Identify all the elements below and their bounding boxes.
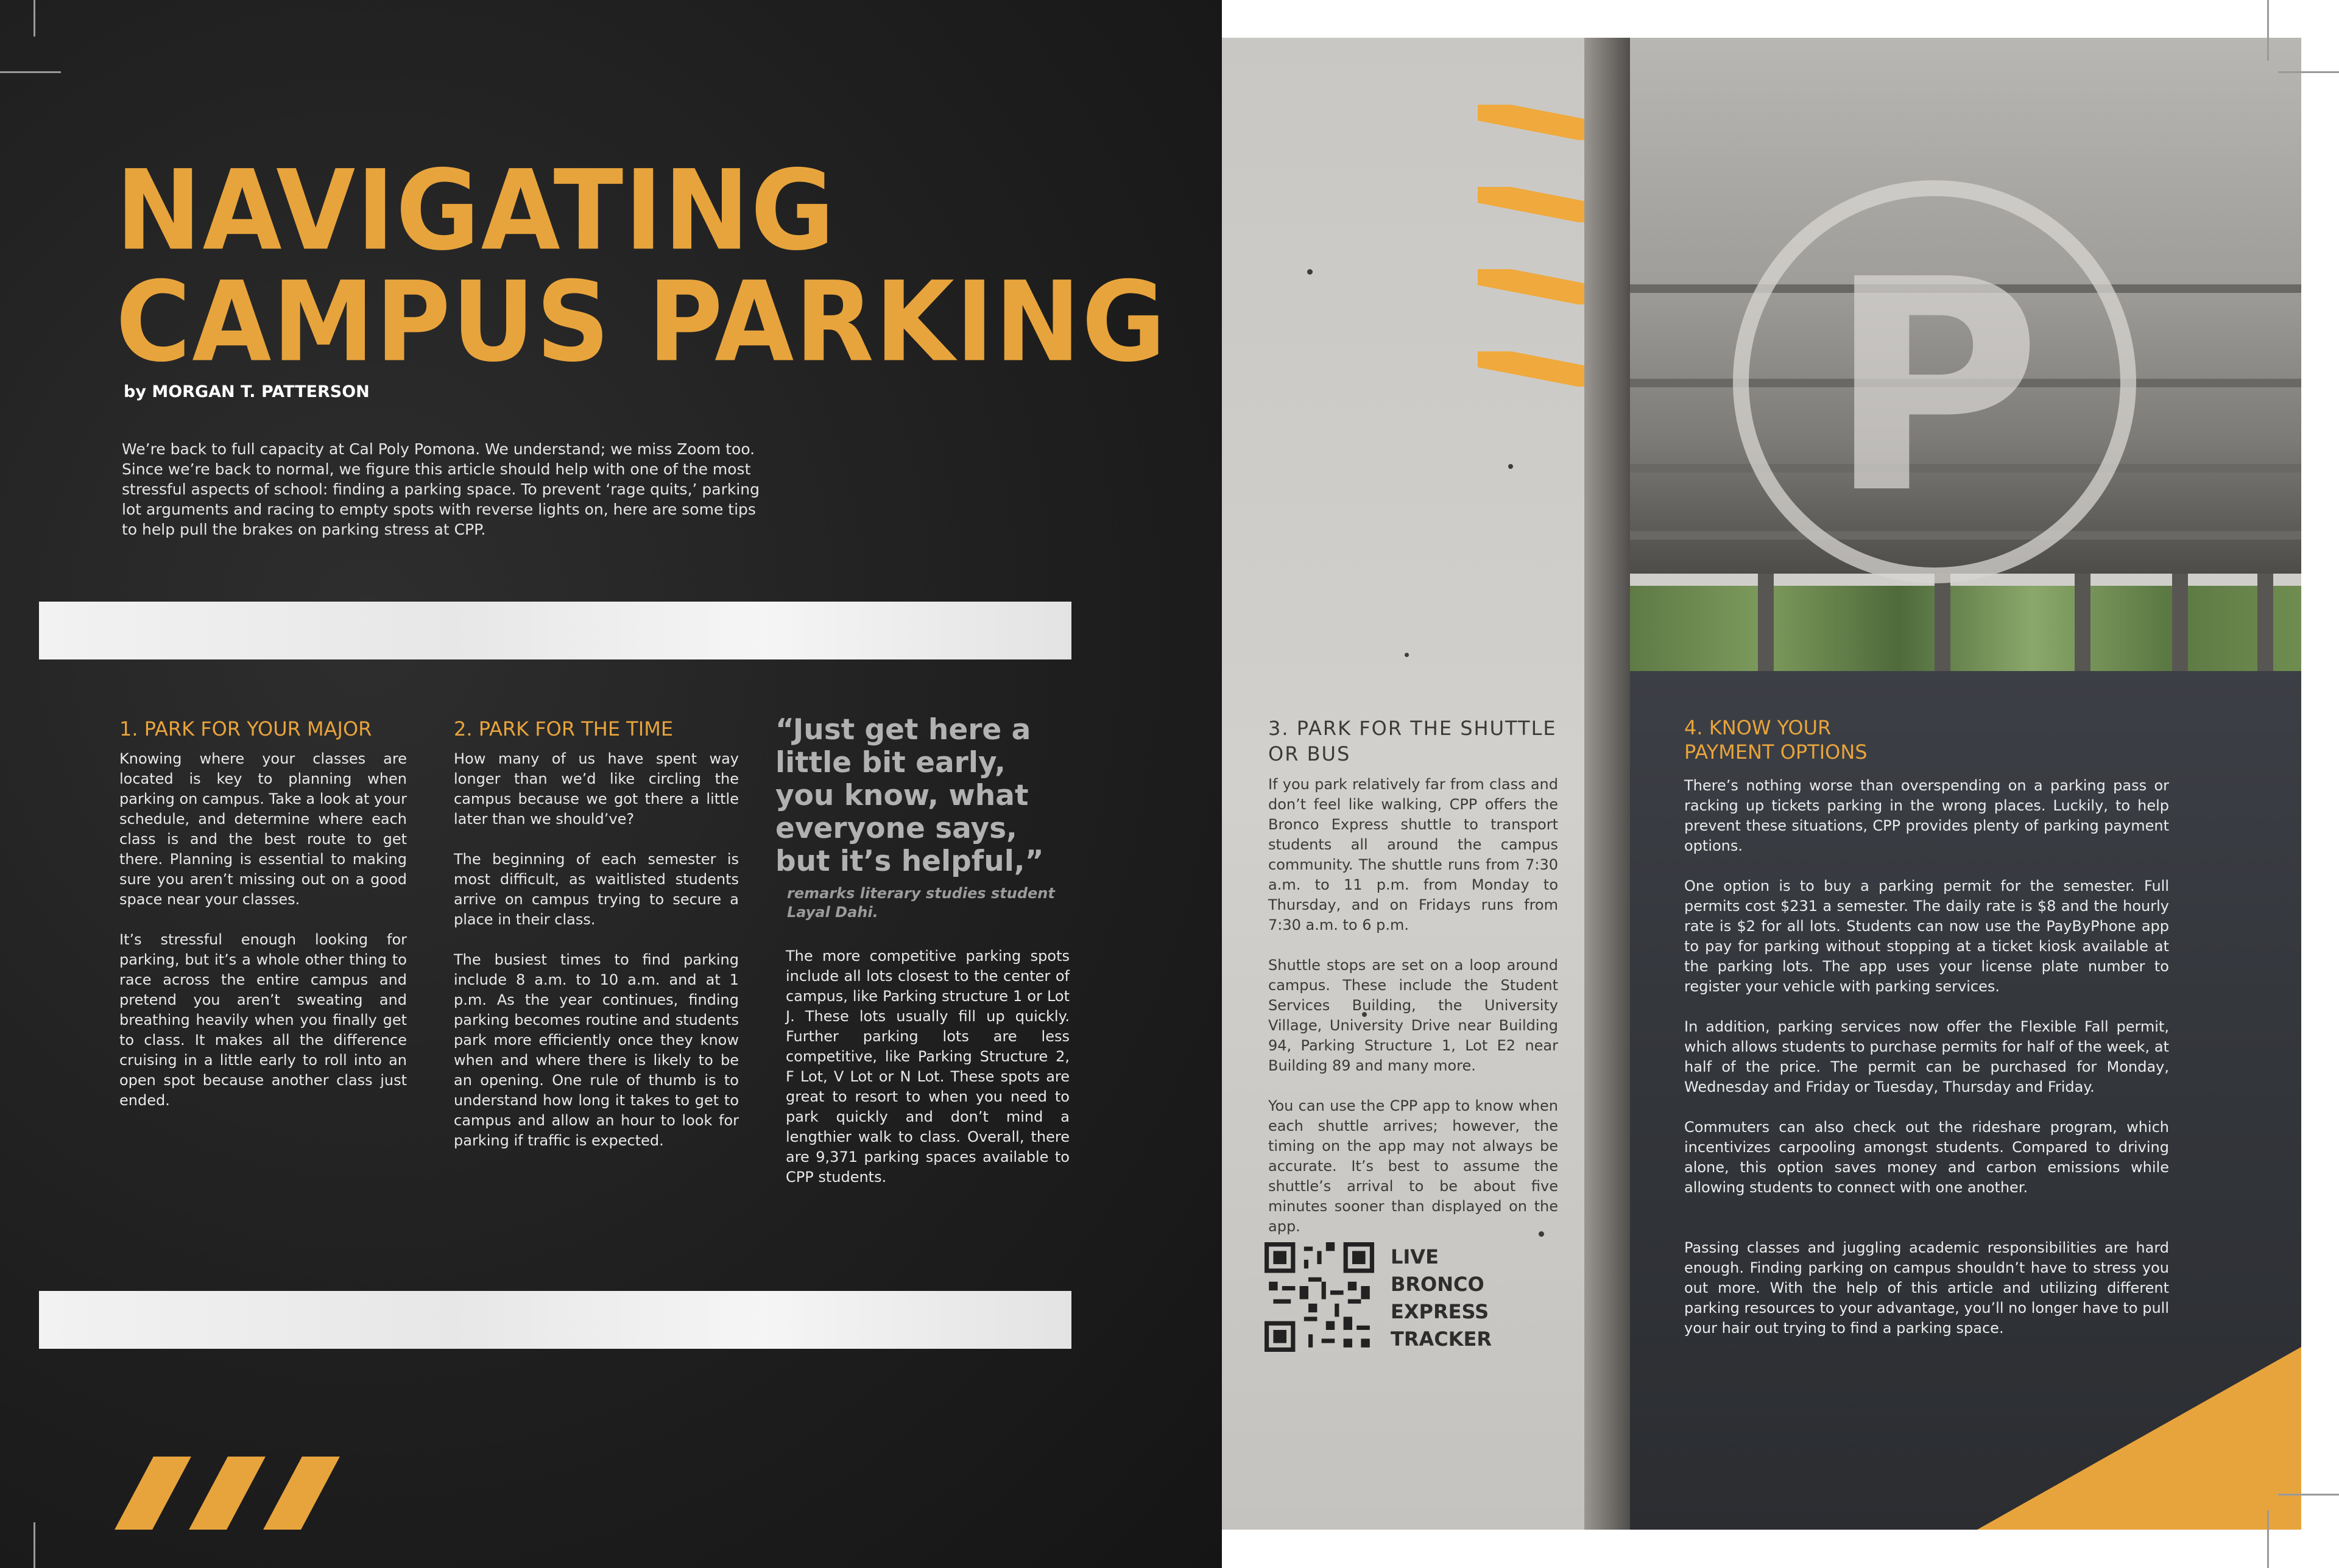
- section-1-heading: 1. PARK FOR YOUR MAJOR: [119, 717, 372, 740]
- concrete-spot: [1307, 269, 1313, 275]
- trees-background: [1630, 586, 2301, 671]
- crop-mark: [34, 0, 35, 37]
- crop-mark: [34, 1522, 35, 1568]
- pull-quote-attribution: remarks literary studies student Layal Dahi.: [787, 885, 1055, 921]
- garage-column: [1758, 574, 1774, 683]
- section-2b-p1: The more competitive parking spots include all lots closest to the center of campus, like Parking structure 1 or Lot J. These lots usually fill up quickly. Further parking lots are less competitive, like Parking Structure 2, F Lot, V Lot or N Lot. These spots are great to resort to when you need to park quickly and don’t mind a lengthier walk to class. Overall, there are 9,371 parking spaces available to CPP students.: [786, 947, 1070, 1186]
- garage-column: [2172, 574, 2188, 683]
- garage-column: [2257, 574, 2273, 683]
- qr-code-icon[interactable]: [1265, 1242, 1374, 1352]
- section-4-heading: [1684, 715, 1868, 764]
- crop-mark: [2267, 1510, 2269, 1568]
- title-line-1: NAVIGATING: [116, 146, 836, 275]
- hazard-chevron-1: [115, 1457, 191, 1530]
- tracker-line-1: LIVE: [1391, 1245, 1439, 1268]
- road-stripe-top: [39, 602, 1071, 659]
- section-2b-body: [786, 946, 1070, 1208]
- concrete-pillar: [1584, 38, 1630, 1530]
- section-1-p1: Knowing where your classes are located is key to planning when parking on campus. Take a look at your schedule, and determine where each class is and the best route to get there. Planning is essential to making sure you aren’t missing out on a good space near your classes.: [119, 750, 407, 908]
- parking-sign-letter: P: [1827, 217, 2042, 558]
- section-1-body: [119, 749, 407, 1131]
- tracker-line-2: BRONCO: [1391, 1273, 1484, 1296]
- section-4-p4: Commuters can also check out the rideshare program, which incentivizes carpooling amongst students. Compared to driving alone, this option saves money and carbon emissions while allowing students to connect with one another.: [1684, 1119, 2169, 1196]
- road-stripe-bottom: [39, 1291, 1071, 1349]
- section-2-p1: How many of us have spent way longer than we’d like circling the campus because we got there a little later than we should’ve?: [454, 750, 739, 828]
- crop-mark: [2278, 71, 2339, 73]
- section-2-body: [454, 749, 739, 1171]
- byline: by MORGAN T. PATTERSON: [124, 382, 370, 401]
- parking-sign-icon: [1727, 175, 2142, 589]
- section-3-p2: Shuttle stops are set on a loop around campus. These include the Student Services Building, the University Village, University Drive near Building 94, Parking Structure 1, Lot E2 near Building 89 and many more.: [1268, 957, 1558, 1074]
- crop-mark: [0, 71, 61, 73]
- section-3-p1: If you park relatively far from class and don’t feel like walking, CPP offers the Bronco Express shuttle to transport students all around the campus community. The shuttle runs from 7:30 a.m. to 11 p.m. from Monday to Thursday, and on Fridays runs from 7:30 a.m. to 6 p.m.: [1268, 776, 1558, 933]
- section-4-p2: One option is to buy a parking permit for the semester. Full permits cost $231 a semester. The daily rate is $8 and the hourly rate is $2 for all lots. Students can now use the PayByPhone app to pay for parking without stopping at a ticket kiosk available at the parking lots. The app uses your license plate number to register your vehicle with parking services.: [1684, 877, 2169, 995]
- section-4-body: [1684, 776, 2169, 1359]
- section-3-body: [1268, 775, 1558, 1257]
- section-2-heading: 2. PARK FOR THE TIME: [454, 717, 674, 740]
- right-page: [1222, 38, 2301, 1530]
- title-line-2: CAMPUS PARKING: [116, 257, 1167, 387]
- crop-mark: [2267, 0, 2269, 61]
- section-3-heading: 3. PARK FOR THE SHUTTLE OR BUS: [1268, 717, 1557, 765]
- tracker-line-4: TRACKER: [1391, 1327, 1492, 1351]
- section-2-p2: The beginning of each semester is most difficult, as waitlisted students arrive on campus trying to secure a place in their class.: [454, 851, 739, 928]
- section-4-p1: There’s nothing worse than overspending on a parking pass or racking up tickets parking in the wrong places. Luckily, to help prevent these situations, CPP provides plenty of parking payment options.: [1684, 777, 2169, 854]
- garage-column: [2075, 574, 2090, 683]
- hazard-chevron-3: [263, 1457, 340, 1530]
- tracker-line-3: EXPRESS: [1391, 1300, 1489, 1323]
- section-1-p2: It’s stressful enough looking for parking, but it’s a whole other thing to race across the entire campus and pretend you aren’t sweating and breathing heavily when you finally get to class. It makes all the difference cruising in a little early to roll into an open spot because another class just ended.: [119, 931, 407, 1109]
- garage-column: [1935, 574, 1950, 683]
- section-4-heading-line-1: 4. KNOW YOUR: [1684, 716, 1832, 739]
- concrete-spot: [1405, 653, 1409, 657]
- shuttle-tracker-label: [1391, 1243, 1492, 1353]
- hazard-chevron-2: [189, 1457, 266, 1530]
- section-4-heading-line-2: PAYMENT OPTIONS: [1684, 740, 1868, 764]
- section-4-p3: In addition, parking services now offer the Flexible Fall permit, which allows students to purchase permits for half of the week, at half of the price. The permit can be purchased for Monday, Wednesday and Friday or Tuesday, Thursday and Friday.: [1684, 1018, 2169, 1095]
- section-2-p3: The busiest times to find parking include 8 a.m. to 10 a.m. and at 1 p.m. As the year continues, finding parking becomes routine and students park more efficiently once they know when and where there is likely to be an opening. One rule of thumb is to understand how long it takes to get to campus and allow an hour to look for parking if traffic is expected.: [454, 951, 739, 1149]
- section-3-p3: You can use the CPP app to know when each shuttle arrives; however, the timing on the app may not always be accurate. It’s best to assume the shuttle’s arrival to be about five minutes sooner than displayed on the app.: [1268, 1097, 1558, 1235]
- pull-quote: “Just get here a little bit early, you know, what everyone says, but it’s helpful,”: [775, 713, 1044, 878]
- intro-paragraph: We’re back to full capacity at Cal Poly Pomona. We understand; we miss Zoom too. Since we’re back to normal, we figure this article should help with one of the most stressful aspects of school: finding a parking space. To prevent ‘rage quits,’ parking lot arguments and racing to empty spots with reverse lights on, here are some tips to help pull the brakes on parking stress at CPP.: [122, 440, 760, 538]
- concrete-spot: [1508, 464, 1513, 469]
- crop-mark: [2278, 1494, 2339, 1496]
- section-4-p5: Passing classes and juggling academic responsibilities are hard enough. Finding parking on campus shouldn’t have to stress you out more. With the help of this article and utilizing different parking resources to your advantage, you’ll no longer have to pull your hair out trying to find a parking space.: [1684, 1239, 2169, 1337]
